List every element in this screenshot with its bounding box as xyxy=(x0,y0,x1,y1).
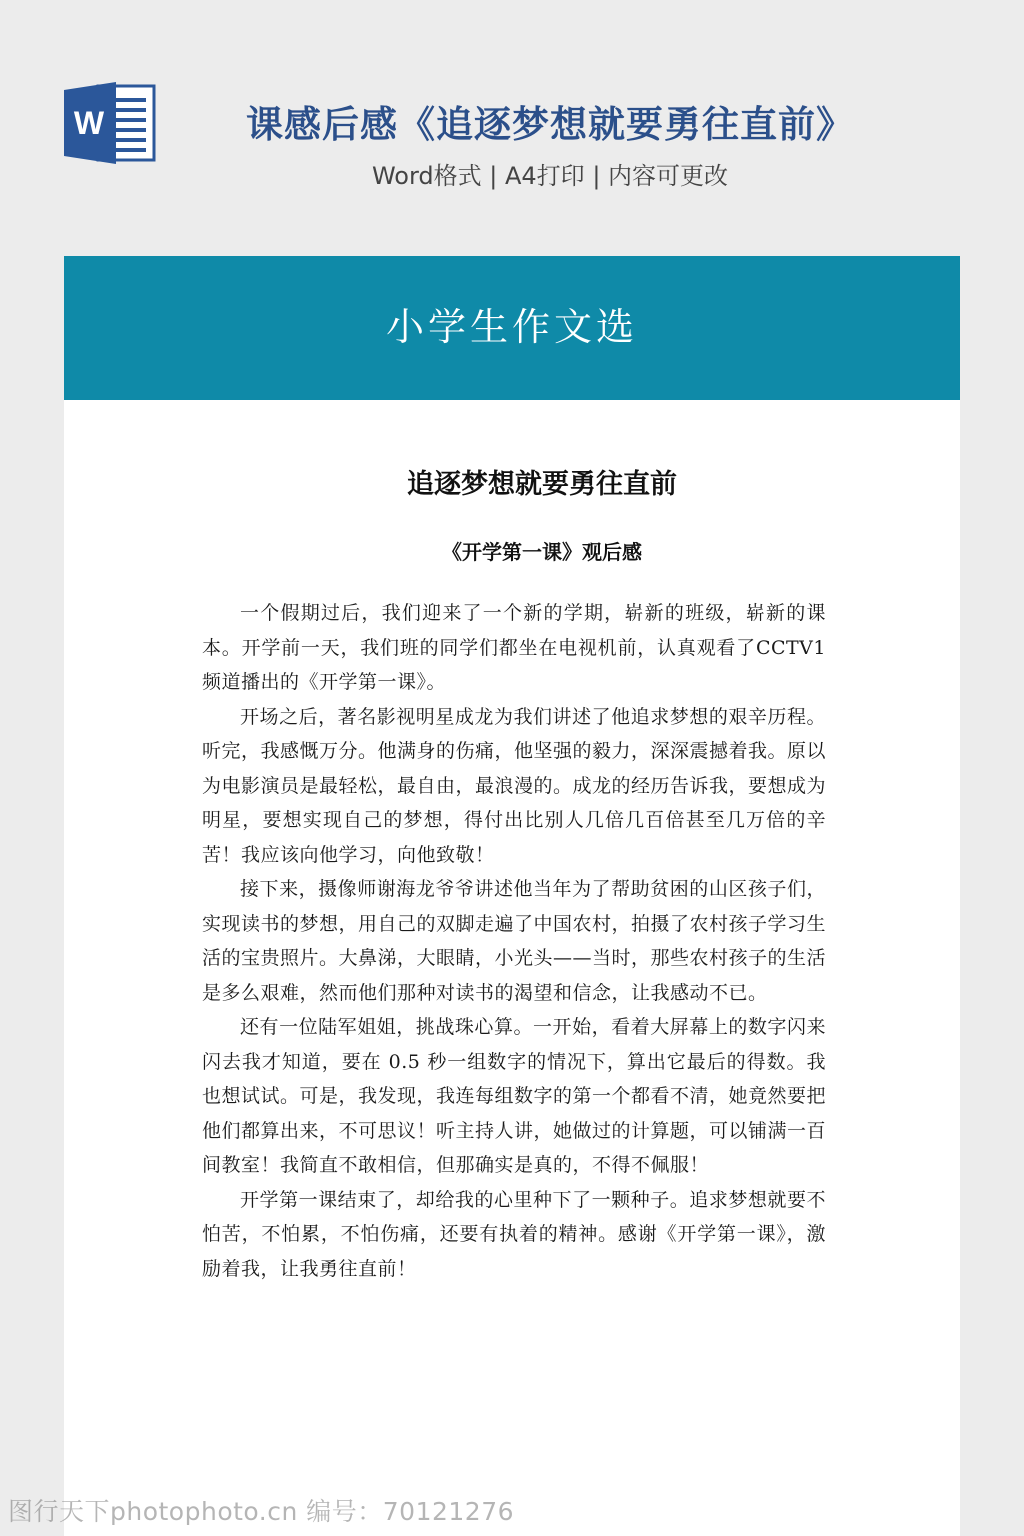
paragraph: 一个假期过后，我们迎来了一个新的学期，崭新的班级，崭新的课本。开学前一天，我们班的同学们都坐在电视机前，认真观看了CCTV1 频道播出的《开学第一课》。 xyxy=(202,602,826,693)
essay-body xyxy=(202,596,826,1286)
word-document-icon xyxy=(64,82,156,164)
document-page xyxy=(64,400,960,1536)
paragraph: 开场之后，著名影视明星成龙为我们讲述了他追求梦想的艰辛历程。听完，我感慨万分。他满身的伤痛，他坚强的毅力，深深震撼着我。原以为电影演员是最轻松，最自由，最浪漫的。成龙的经历告诉我，要想成为明星，要想实现自己的梦想，得付出比别人几倍几百倍甚至几万倍的辛苦！我应该向他学习，向他致敬！ xyxy=(202,705,827,866)
page-header xyxy=(0,0,1024,256)
paragraph: 还有一位陆军姐姐，挑战珠心算。一开始，看着大屏幕上的数字闪来闪去我才知道，要在 0.5 秒一组数字的情况下，算出它最后的得数。我也想试试。可是，我发现，我连每组数字的第一个都看不清，她竟然要把他们都算出来，不可思议！听主持人讲，她做过的计算题，可以铺满一百间教室！我简直不敢相信，但那确实是真的，不得不佩服！ xyxy=(202,1016,827,1176)
svg-text:W: W xyxy=(73,105,105,141)
page-title: 课感后感《追逐梦想就要勇往直前》 xyxy=(246,103,854,146)
paragraph: 接下来，摄像师谢海龙爷爷讲述他当年为了帮助贫困的山区孩子们，实现读书的梦想，用自己的双脚走遍了中国农村，拍摄了农村孩子学习生活的宝贵照片。大鼻涕，大眼睛，小光头——当时，那些农村孩子的生活是多么艰难，然而他们那种对读书的渴望和信念，让我感动不已。 xyxy=(202,878,827,1004)
essay-subtitle: 《开学第一课》观后感 xyxy=(442,540,642,564)
paragraph: 开学第一课结束了，却给我的心里种下了一颗种子。追求梦想就要不怕苦，不怕累，不怕伤痛，还要有执着的精神。感谢《开学第一课》，激励着我，让我勇往直前！ xyxy=(202,1188,826,1280)
watermark: 图行天下photophoto.cn 编号：70121276 xyxy=(8,1497,515,1526)
page-subtitle: Word格式 | A4打印 | 内容可更改 xyxy=(371,162,729,190)
essay-title: 追逐梦想就要勇往直前 xyxy=(407,469,677,500)
category-banner xyxy=(64,256,960,400)
banner-title: 小学生作文选 xyxy=(385,305,638,349)
